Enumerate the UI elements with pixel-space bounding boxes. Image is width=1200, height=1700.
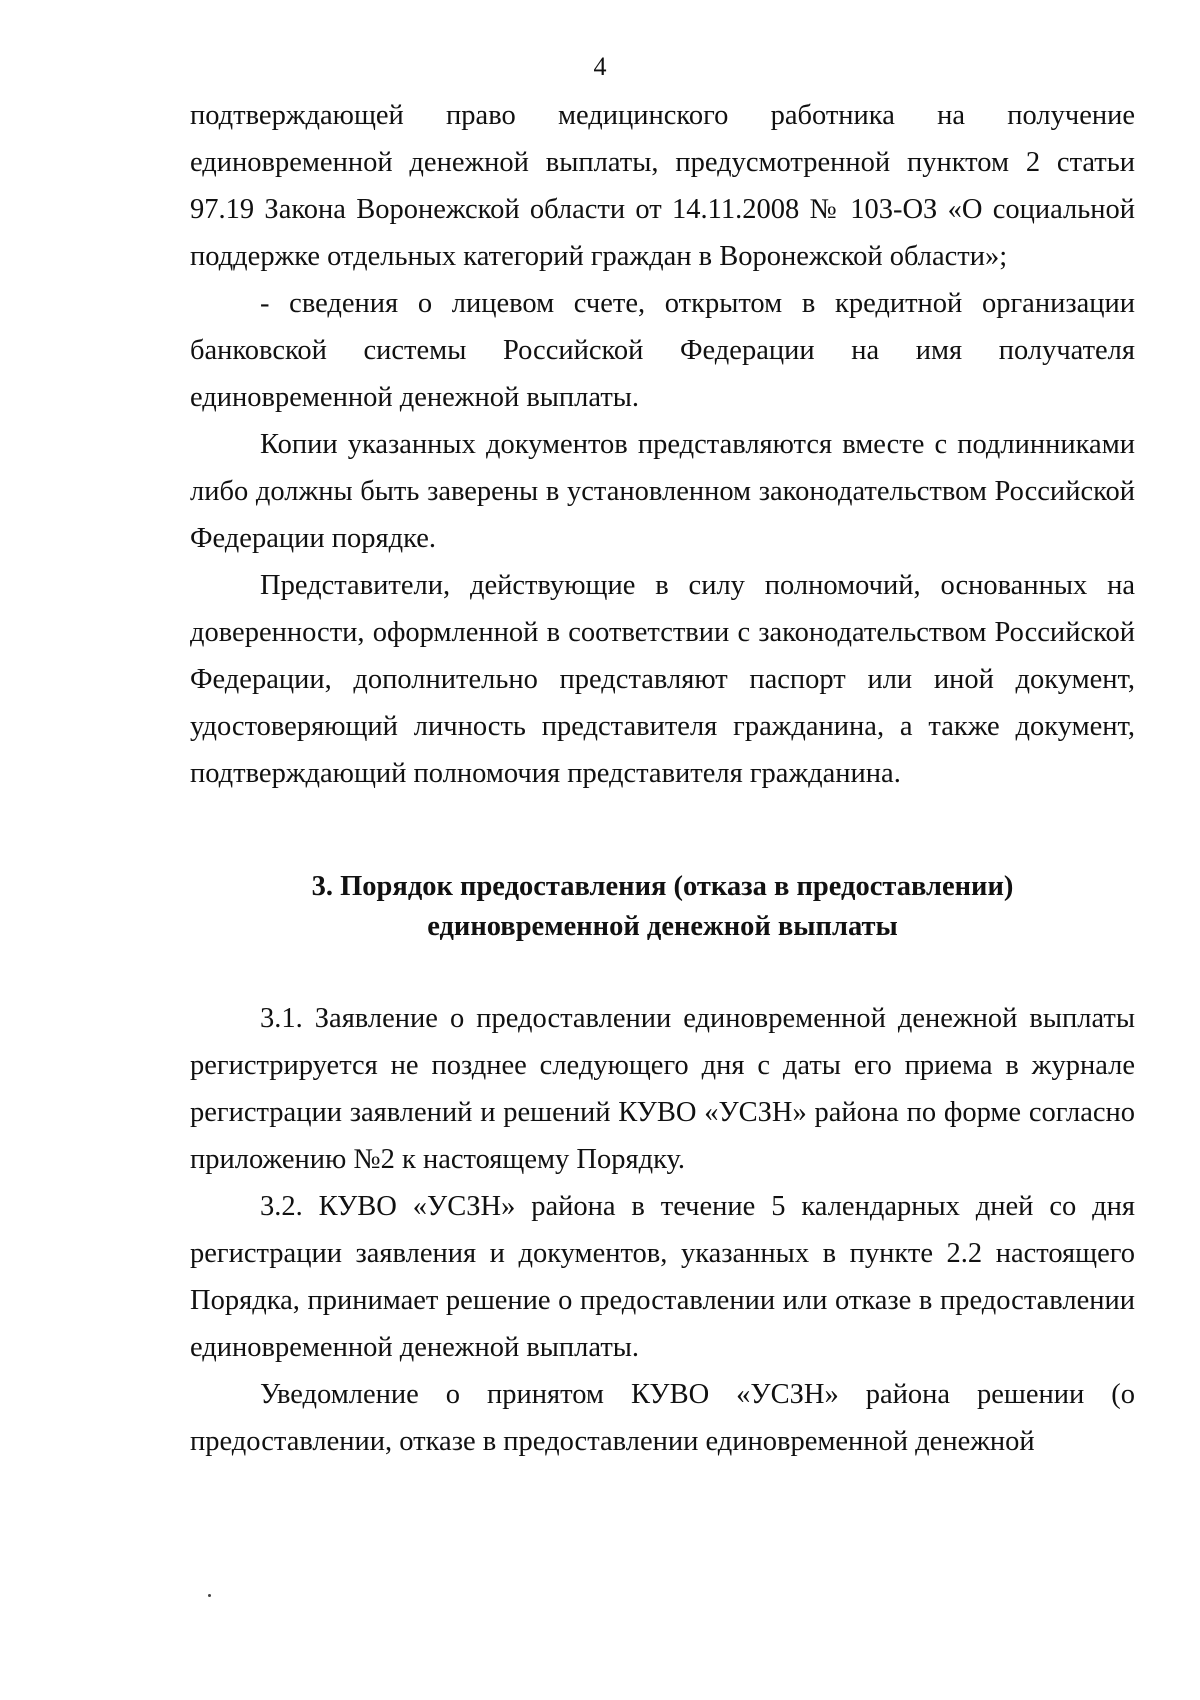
page-number: 4	[593, 52, 607, 81]
section-heading-line-1: 3. Порядок предоставления (отказа в предоставлении)	[311, 871, 1014, 902]
paragraph-continuation: подтверждающей право медицинского работника на получение единовременной денежной выплаты, предусмотренной пунктом 2 статьи 97.19 Закона Воронежской области от 14.11.2008 № 103-ОЗ «О социальной поддержке отдельных категорий граждан в Воронежской области»;	[190, 100, 1135, 272]
paragraph-notification: Уведомление о принятом КУВО «УСЗН» района решении (о предоставлении, отказе в предоставлении единовременной денежной	[190, 1379, 1135, 1457]
section-heading	[190, 867, 1135, 947]
paragraph-3-2: 3.2. КУВО «УСЗН» района в течение 5 календарных дней со дня регистрации заявления и документов, указанных в пункте 2.2 настоящего Порядка, принимает решение о предоставлении или отказе в предоставлении единовременной денежной выплаты.	[190, 1191, 1135, 1363]
paragraph-representatives: Представители, действующие в силу полномочий, основанных на доверенности, оформленной в соответствии с законодательством Российской Федерации, дополнительно представляют паспорт или иной документ, удостоверяющий личность представителя гражданина, а также документ, подтверждающий полномочия представителя гражданина.	[190, 570, 1135, 789]
scan-dot-mark	[208, 1594, 211, 1597]
paragraph-3-1: 3.1. Заявление о предоставлении единовременной денежной выплаты регистрируется не позднее следующего дня с даты его приема в журнале регистрации заявлений и решений КУВО «УСЗН» района по форме согласно приложению №2 к настоящему Порядку.	[190, 1003, 1135, 1175]
paragraph-account-info: - сведения о лицевом счете, открытом в кредитной организации банковской системы Российской Федерации на имя получателя единовременной денежной выплаты.	[190, 288, 1135, 413]
paragraph-copies: Копии указанных документов представляются вместе с подлинниками либо должны быть заверены в установленном законодательством Российской Федерации порядке.	[190, 429, 1135, 554]
document-body	[190, 92, 1135, 1465]
section-heading-line-2: единовременной денежной выплаты	[427, 911, 898, 942]
